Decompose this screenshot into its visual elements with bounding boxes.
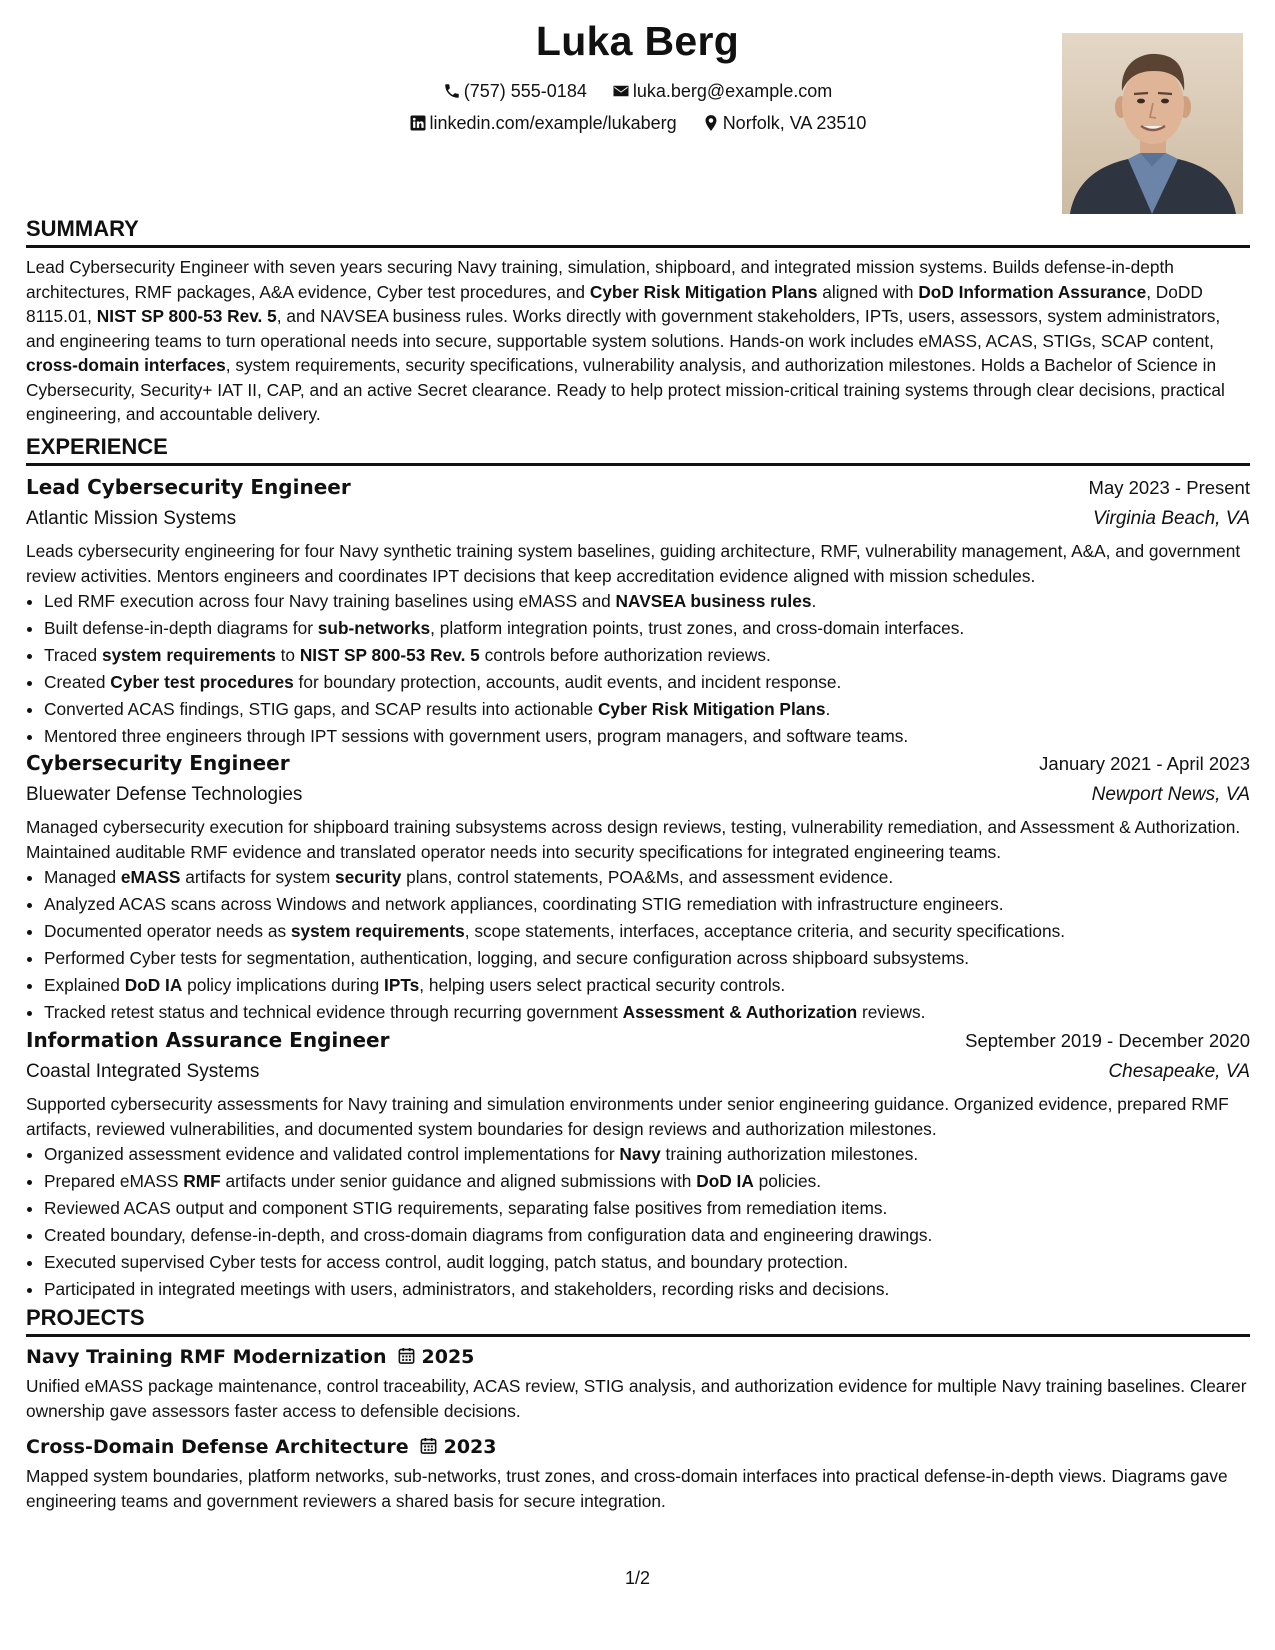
job-entry: [26, 748, 1250, 1026]
list-item: • Built defense-in-depth diagrams for sub-networks, platform integration points, trust zones, and cross-domain interfaces.: [44, 615, 1250, 642]
list-item: • Converted ACAS findings, STIG gaps, and SCAP results into actionable Cyber Risk Mitigation Plans.: [44, 696, 1250, 723]
job-title: Cybersecurity Engineer: [26, 751, 290, 775]
job-company: Atlantic Mission Systems: [26, 508, 237, 529]
list-item: • Tracked retest status and technical evidence through recurring government Assessment & Authorization reviews.: [44, 999, 1250, 1026]
project-description: Unified eMASS package maintenance, control traceability, ACAS review, STIG analysis, and authorization evidence for multiple Navy training baselines. Clearer ownership gave assessors faster access to defensible decisions.: [26, 1376, 1247, 1421]
list-item: • Participated in integrated meetings with users, administrators, and stakeholders, recording risks and decisions.: [44, 1276, 1250, 1303]
job-entry: [26, 472, 1250, 750]
project-year: 2023: [443, 1436, 497, 1458]
list-item: • Executed supervised Cyber tests for access control, audit logging, patch status, and boundary protection.: [44, 1249, 1250, 1276]
job-location: Newport News, VA: [1091, 784, 1250, 805]
calendar-icon: [397, 1346, 416, 1365]
job-location: Virginia Beach, VA: [1092, 508, 1250, 529]
linkedin-icon: [409, 114, 427, 132]
email-contact: [612, 79, 832, 103]
map-pin-icon: [702, 114, 720, 132]
list-item: • Documented operator needs as system requirements, scope statements, interfaces, acceptance criteria, and security specifications.: [44, 918, 1250, 945]
experience-heading: EXPERIENCE: [26, 434, 1250, 466]
list-item: • Organized assessment evidence and validated control implementations for Navy training authorization milestones.: [44, 1141, 1250, 1168]
list-item: • Led RMF execution across four Navy training baselines using eMASS and NAVSEA business rules.: [44, 588, 1250, 615]
linkedin-text[interactable]: linkedin.com/example/lukaberg: [429, 113, 677, 133]
list-item: • Mentored three engineers through IPT sessions with government users, program managers, and software teams.: [44, 723, 1250, 750]
job-description: Leads cybersecurity engineering for four Navy synthetic training system baselines, guiding architecture, RMF, vulnerability management, A&A, and government review activities. Mentors engineers and coordinates IPT decisions that keep accreditation evidence aligned with mission schedules.: [26, 541, 1241, 586]
job-dates: September 2019 - December 2020: [965, 1030, 1250, 1051]
job-bullets: [26, 1141, 1250, 1303]
summary-text: [26, 255, 1250, 427]
list-item: • Analyzed ACAS scans across Windows and network appliances, coordinating STIG remediation with infrastructure engineers.: [44, 891, 1250, 918]
phone-icon: [443, 82, 461, 100]
project-entry: [26, 1342, 1250, 1423]
list-item: • Managed eMASS artifacts for system security plans, control statements, POA&Ms, and assessment evidence.: [44, 864, 1250, 891]
job-description: Managed cybersecurity execution for shipboard training subsystems across design reviews, testing, vulnerability remediation, and Assessment & Authorization. Maintained auditable RMF evidence and translated operator needs into security specifications for integrated engineering teams.: [26, 817, 1241, 862]
projects-heading: PROJECTS: [26, 1305, 1250, 1337]
list-item: • Prepared eMASS RMF artifacts under senior guidance and aligned submissions with DoD IA policies.: [44, 1168, 1250, 1195]
project-title: Navy Training RMF Modernization: [26, 1346, 387, 1368]
list-item: • Performed Cyber tests for segmentation, authentication, logging, and secure configuration across shipboard subsystems.: [44, 945, 1250, 972]
job-company: Coastal Integrated Systems: [26, 1061, 260, 1082]
job-dates: January 2021 - April 2023: [1039, 753, 1250, 774]
project-title: Cross-Domain Defense Architecture: [26, 1436, 409, 1458]
summary-part: DoD Information Assurance: [918, 281, 1147, 302]
email-text[interactable]: luka.berg@example.com: [632, 81, 833, 101]
profile-photo: [1062, 33, 1243, 214]
phone-contact: [443, 79, 587, 103]
job-bullets: [26, 864, 1250, 1026]
list-item: • Explained DoD IA policy implications during IPTs, helping users select practical security controls.: [44, 972, 1250, 999]
list-item: • Traced system requirements to NIST SP 800-53 Rev. 5 controls before authorization reviews.: [44, 642, 1250, 669]
job-dates: May 2023 - Present: [1088, 477, 1250, 498]
location-contact: [702, 111, 867, 135]
linkedin-contact: [409, 111, 677, 135]
summary-part: , system requirements, security specifications, vulnerability analysis, and authorization milestones. Holds a Bachelor of Science in Cybersecurity, Security+ IAT II, CAP, and an active Secret clearance. Ready to help protect mission-critical training systems through clear decisions, practical engineering, and accountable delivery.: [26, 355, 1225, 424]
profile-portrait-image: [1062, 33, 1243, 214]
summary-part: , DoDD 8115.01,: [26, 281, 1203, 326]
envelope-icon: [612, 82, 630, 100]
summary-section: [26, 255, 1250, 427]
list-item: • Created boundary, defense-in-depth, and cross-domain diagrams from configuration data and engineering drawings.: [44, 1222, 1250, 1249]
summary-heading: SUMMARY: [26, 216, 1250, 248]
list-item: • Created Cyber test procedures for boundary protection, accounts, audit events, and incident response.: [44, 669, 1250, 696]
job-location: Chesapeake, VA: [1108, 1061, 1250, 1082]
summary-part: NIST SP 800-53 Rev. 5: [96, 306, 277, 326]
job-title: Lead Cybersecurity Engineer: [26, 475, 351, 499]
candidate-name: Luka Berg: [535, 18, 740, 64]
summary-part: aligned with: [817, 281, 919, 302]
job-description: Supported cybersecurity assessments for Navy training and simulation environments under senior engineering guidance. Organized evidence, prepared RMF artifacts, reviewed vulnerabilities, and documented system boundaries for design reviews and authorization milestones.: [26, 1094, 1229, 1139]
location-text: Norfolk, VA 23510: [722, 113, 867, 133]
summary-part: , and NAVSEA business rules. Works directly with government stakeholders, IPTs, users, assessors, system administrators, and engineering teams to turn operational needs into secure, supportable system solutions. Hands-on work includes eMASS, ACAS, STIGs, SCAP content,: [26, 306, 1221, 351]
job-entry: [26, 1025, 1250, 1303]
job-company: Bluewater Defense Technologies: [26, 784, 303, 805]
job-bullets: [26, 588, 1250, 750]
summary-part: Cyber Risk Mitigation Plans: [589, 281, 818, 302]
project-description: Mapped system boundaries, platform networks, sub-networks, trust zones, and cross-domain interfaces into practical defense-in-depth views. Diagrams gave engineering teams and government reviewers a shared basis for secure integration.: [26, 1466, 1228, 1511]
job-title: Information Assurance Engineer: [26, 1028, 390, 1052]
list-item: • Reviewed ACAS output and component STIG requirements, separating false positives from remediation items.: [44, 1195, 1250, 1222]
summary-part: cross-domain interfaces: [26, 355, 226, 375]
calendar-icon: [419, 1436, 438, 1455]
project-entry: [26, 1432, 1250, 1513]
summary-part: Lead Cybersecurity Engineer with seven years securing Navy training, simulation, shipboard, and integrated mission systems. Builds defense-in-depth architectures, RMF packages, A&A evidence, Cyber test procedures, and: [26, 257, 1174, 302]
page-number: 1/2: [624, 1568, 651, 1588]
phone-text[interactable]: (757) 555-0184: [463, 81, 587, 101]
project-year: 2025: [421, 1346, 475, 1368]
